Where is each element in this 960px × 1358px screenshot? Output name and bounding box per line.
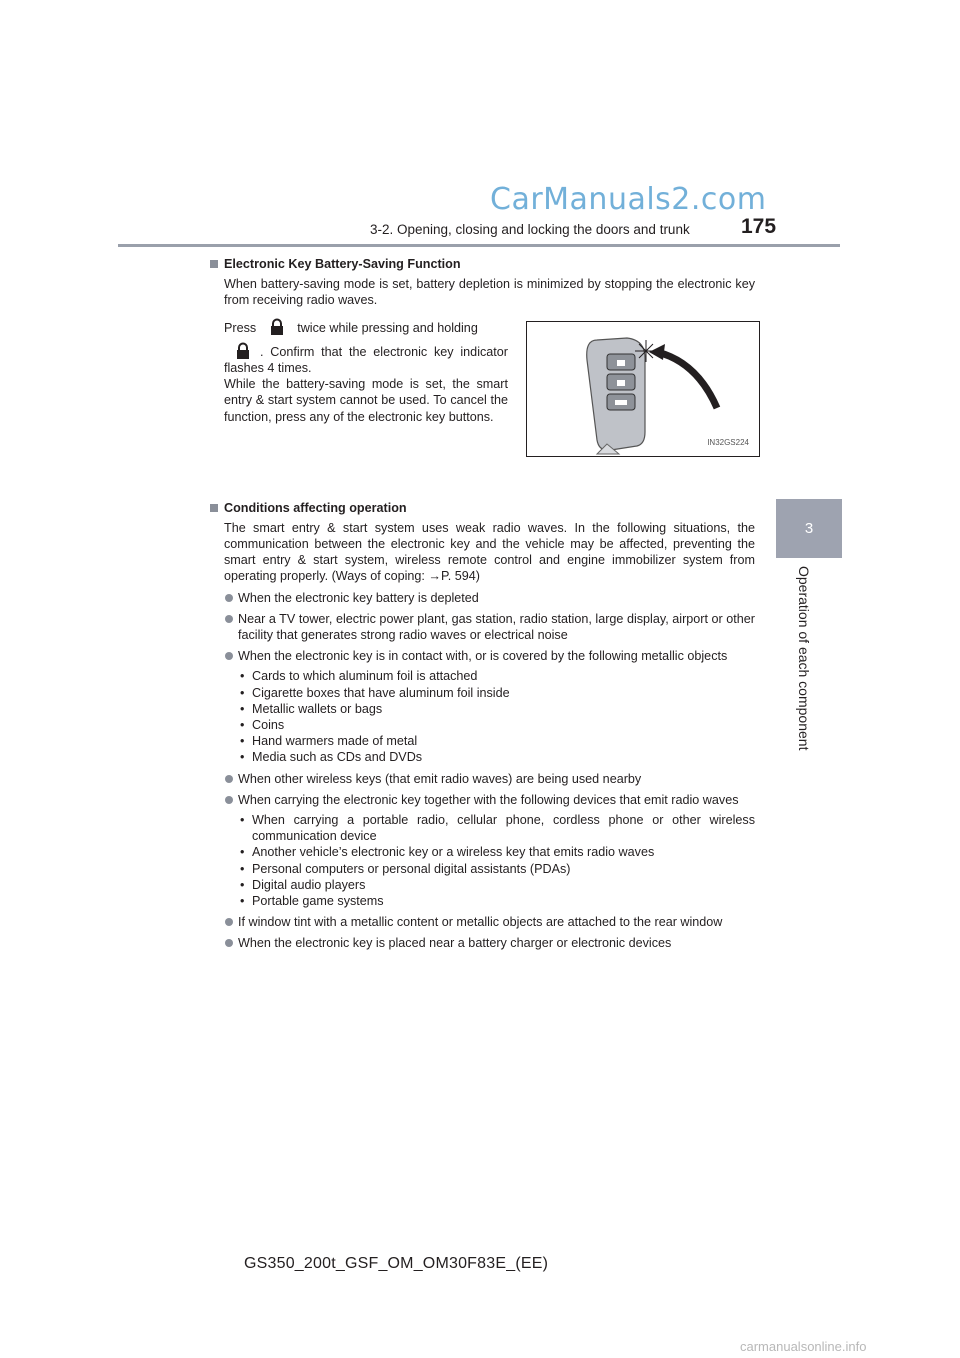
round-bullet-icon <box>225 939 233 947</box>
heading-battery-saving: Electronic Key Battery-Saving Function <box>210 256 755 272</box>
paragraph-conditions: The smart entry & start system uses weak radio waves. In the following situations, the communication between the electronic key and the vehicle may be affected, preventing the smart entry & start system, wireless remote control and engine immobilizer system from operating properly. (Ways of coping: →P. 594) <box>224 520 755 584</box>
sub-list-item: • Another vehicle’s electronic key or a wireless key that emits radio waves <box>240 845 655 860</box>
watermark-top[interactable]: CarManuals2.com <box>490 182 767 217</box>
chapter-title: Operation of each component <box>796 566 812 751</box>
round-bullet-icon <box>225 775 233 783</box>
lock-icon <box>268 318 286 336</box>
paragraph-battery-saving: When battery-saving mode is set, battery depletion is minimized by stopping the electronic key from receiving radio waves. <box>224 277 755 308</box>
square-bullet-icon <box>210 260 218 268</box>
sub-list-item: • Digital audio players <box>240 877 366 892</box>
round-bullet-icon <box>225 652 233 660</box>
sub-list-item: • Metallic wallets or bags <box>240 701 383 716</box>
sub-list-item: • Personal computers or personal digital assistants (PDAs) <box>240 861 571 876</box>
list-item: When the electronic key is in contact with, or is covered by the following metallic objects <box>210 648 755 664</box>
key-illustration <box>526 321 760 457</box>
page-number: 175 <box>741 215 777 238</box>
sub-list-item: • Cards to which aluminum foil is attached <box>240 669 478 684</box>
round-bullet-icon <box>225 615 233 623</box>
header-divider <box>118 244 840 247</box>
list-item: If window tint with a metallic content or metallic objects are attached to the rear window <box>210 914 755 930</box>
list-item: Near a TV tower, electric power plant, gas station, radio station, large display, airport or other facility that generates strong radio waves or electrical noise <box>210 611 755 643</box>
section-title: 3-2. Opening, closing and locking the doors and trunk <box>370 222 690 237</box>
round-bullet-icon <box>225 796 233 804</box>
sub-list-item: • Media such as CDs and DVDs <box>240 750 423 765</box>
sub-list-item: • Portable game systems <box>240 894 384 909</box>
list-item: When carrying the electronic key together with the following devices that emit radio waves <box>210 792 755 808</box>
list-item: When the electronic key is placed near a battery charger or electronic devices <box>210 935 755 951</box>
main-content <box>210 256 755 952</box>
sub-list-item: • Cigarette boxes that have aluminum foil inside <box>240 685 510 700</box>
round-bullet-icon <box>225 594 233 602</box>
watermark-bottom[interactable]: carmanualsonline.info <box>740 1339 867 1354</box>
sub-list-item: • When carrying a portable radio, cellular phone, cordless phone or other wireless communication device <box>240 813 755 844</box>
round-bullet-icon <box>225 918 233 926</box>
press-instructions: Press twice while pressing and holding . Confirm that the electronic key indicator flashes 4 times. While the battery-saving mode is set, the smart entry & start system cannot be used. To cancel the function, press any of the electronic key buttons. IN32GS224 <box>210 318 755 468</box>
figure-code: IN32GS224 <box>707 438 749 448</box>
list-item: When other wireless keys (that emit radio waves) are being used nearby <box>210 771 755 787</box>
sub-list-item: • Hand warmers made of metal <box>240 734 418 749</box>
square-bullet-icon <box>210 504 218 512</box>
heading-conditions: Conditions affecting operation <box>210 500 755 516</box>
lock-icon <box>234 342 252 360</box>
sub-list-item: • Coins <box>240 718 285 733</box>
list-item: When the electronic key battery is depleted <box>210 590 755 606</box>
footer-code: GS350_200t_GSF_OM_OM30F83E_(EE) <box>244 1255 549 1272</box>
chapter-tab[interactable]: 3 <box>776 499 842 558</box>
